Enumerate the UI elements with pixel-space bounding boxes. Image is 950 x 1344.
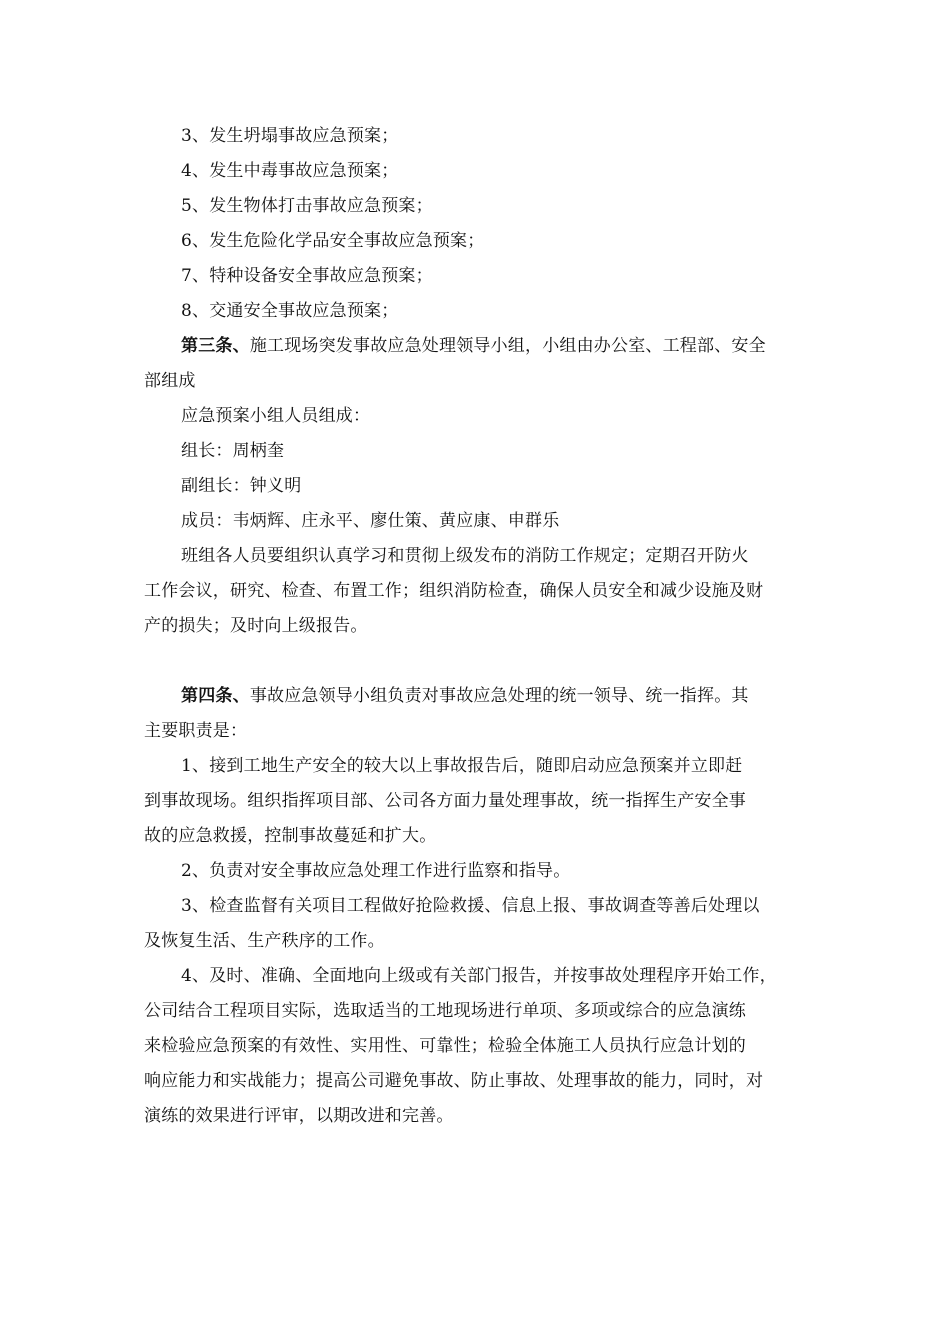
duty-paragraph-line-2: 工作会议，研究、检查、布置工作；组织消防检查，确保人员安全和减少设施及财: [144, 581, 764, 601]
duty-item-4-line-4: 响应能力和实战能力；提高公司避免事故、防止事故、处理事故的能力，同时，对: [144, 1071, 764, 1091]
deputy-leader-line: 副组长：钟义明: [181, 476, 302, 496]
duty-item-1-line-3: 故的应急救援，控制事故蔓延和扩大。: [144, 826, 437, 846]
members-line: 成员：韦炳辉、庄永平、廖仕策、黄应康、申群乐: [181, 511, 560, 531]
duty-paragraph-line-3: 产的损失；及时向上级报告。: [144, 616, 368, 636]
duty-item-4-line-2: 公司结合工程项目实际，选取适当的工地现场进行单项、多项或综合的应急演练: [144, 1001, 746, 1021]
paragraph-gap: [144, 644, 810, 679]
list-item: 6、发生危险化学品安全事故应急预案；: [181, 231, 485, 251]
duty-item-1-line-2: 到事故现场。组织指挥项目部、公司各方面力量处理事故，统一指挥生产安全事: [144, 791, 746, 811]
list-item: 4、发生中毒事故应急预案；: [181, 161, 399, 181]
article-4-text-line-1: 事故应急领导小组负责对事故应急处理的统一领导、统一指挥。其: [249, 686, 749, 706]
leader-line: 组长：周柄奎: [181, 441, 285, 461]
duty-item-4-line-1: 4、及时、准确、全面地向上级或有关部门报告，并按事故处理程序开始工作，: [181, 966, 777, 986]
duty-paragraph-line-1: 班组各人员要组织认真学习和贯彻上级发布的消防工作规定；定期召开防火: [181, 546, 749, 566]
article-4-text-line-2: 主要职责是：: [144, 721, 248, 741]
article-3-text-line-1: 施工现场突发事故应急处理领导小组，小组由办公室、工程部、安全: [249, 336, 766, 356]
article-3-paragraph: [144, 329, 810, 364]
duty-item-3-line-2: 及恢复生活、生产秩序的工作。: [144, 931, 385, 951]
article-4-paragraph: [144, 679, 810, 714]
article-3-text-line-2: 部组成: [144, 371, 196, 391]
document-body: [144, 119, 810, 1134]
article-4-heading: 第四条、: [181, 686, 250, 706]
duty-item-3-line-1: 3、检查监督有关项目工程做好抢险救援、信息上报、事故调查等善后处理以: [181, 896, 760, 916]
list-item: 5、发生物体打击事故应急预案；: [181, 196, 433, 216]
list-item: 8、交通安全事故应急预案；: [181, 301, 399, 321]
duty-item-2: 2、负责对安全事故应急处理工作进行监察和指导。: [181, 861, 571, 881]
list-item: 7、特种设备安全事故应急预案；: [181, 266, 433, 286]
members-title: 应急预案小组人员组成：: [181, 406, 371, 426]
article-3-heading: 第三条、: [181, 336, 250, 356]
duty-item-4-line-3: 来检验应急预案的有效性、实用性、可靠性；检验全体施工人员执行应急计划的: [144, 1036, 746, 1056]
duty-item-1-line-1: 1、接到工地生产安全的较大以上事故报告后，随即启动应急预案并立即赶: [181, 756, 743, 776]
list-item: 3、发生坍塌事故应急预案；: [181, 126, 399, 146]
duty-item-4-line-5: 演练的效果进行评审，以期改进和完善。: [144, 1106, 454, 1126]
